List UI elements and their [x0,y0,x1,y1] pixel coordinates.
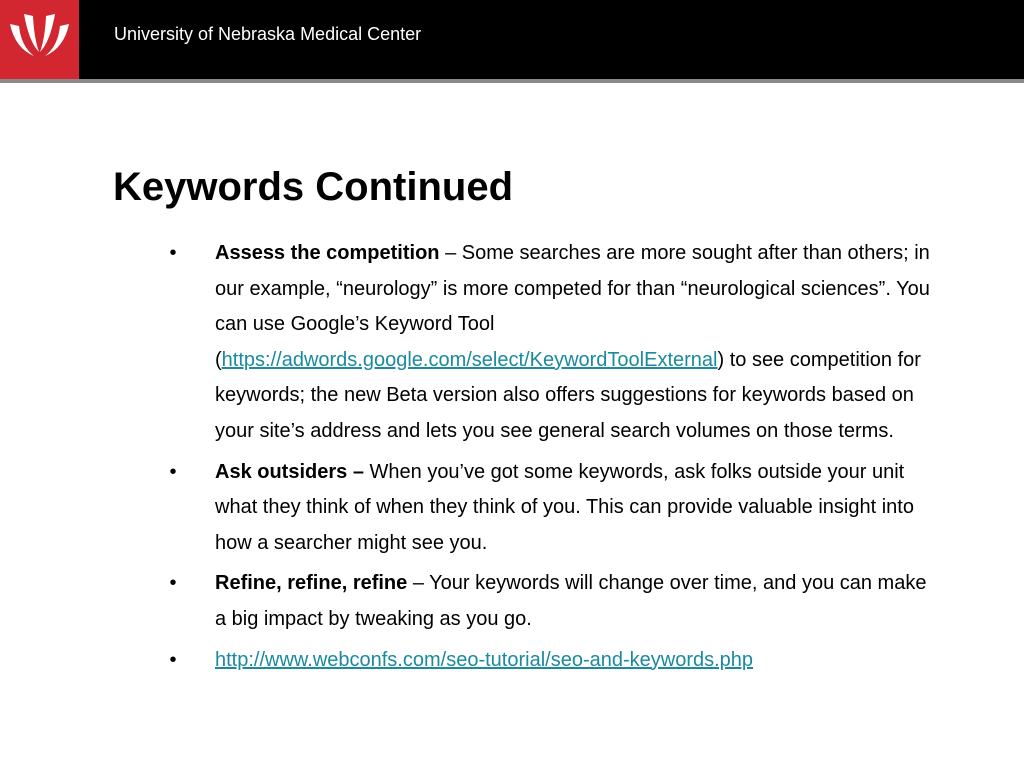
bullet-text: When you’ve got some keywords, ask folks outside your unit what they think of when they think of you. This can provide valuable insight into how a searcher might see you. [215,460,914,554]
bullet-text: – Some searches are more sought after than others; in our example, “neurology” is more competed for than “neurological sciences”. You can use Google’s Keyword Tool ( [215,242,930,371]
bullet-heading: Refine, refine, refine [215,572,408,595]
header-bar [0,0,1024,79]
keyword-tool-link[interactable]: https://adwords.google.com/select/KeywordToolExternal [221,348,718,371]
bullet-text-continued: ) to see competition for keywords; the new Beta version also offers suggestions for keywords based on your site’s address and lets you see general search volumes on those terms. [215,348,921,442]
bullet-item-assess-competition [163,236,943,450]
bullet-icon: • [169,242,177,264]
bullet-heading: Assess the competition [215,242,440,264]
header-divider [0,79,1024,83]
bullet-icon: • [169,648,177,671]
bullet-item-ask-outsiders [163,455,943,562]
bullet-heading: Ask outsiders – [215,460,364,483]
bullet-icon: • [169,572,177,595]
seo-tutorial-link[interactable]: http://www.webconfs.com/seo-tutorial/seo-and-keywords.php [215,648,754,671]
header-title: University of Nebraska Medical Center [114,24,422,44]
bullet-icon: • [169,460,177,483]
unmc-logo-icon [0,0,79,79]
bullet-item-seo-link [163,643,943,679]
slide-title: Keywords Continued [113,165,514,209]
bullet-text: – Your keywords will change over time, and you can make a big impact by tweaking as you go. [215,572,927,630]
bullet-item-refine [163,566,943,637]
bullet-list [163,236,943,683]
